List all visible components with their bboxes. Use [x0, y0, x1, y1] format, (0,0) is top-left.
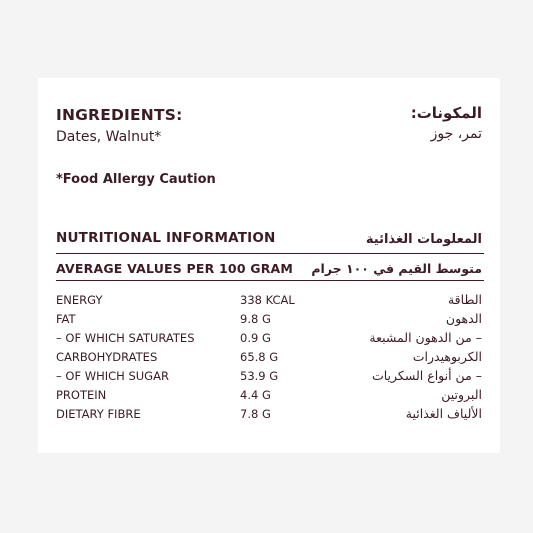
nutrition-subheading-ar: متوسط القيم في ١٠٠ جرام [311, 261, 482, 276]
nutrition-row-label: ENERGY [56, 293, 103, 307]
nutrition-row-label-ar: الكربوهيدرات [412, 349, 482, 364]
nutrition-row-label: DIETARY FIBRE [56, 407, 141, 421]
ingredients-heading-en: INGREDIENTS: [56, 106, 183, 124]
nutrition-row-value: 9.8 G [240, 312, 271, 326]
nutrition-label-card [38, 78, 500, 453]
nutrition-row-label-ar: الطاقة [447, 292, 482, 307]
allergy-caution-note: *Food Allergy Caution [56, 172, 216, 187]
nutrition-row-label: CARBOHYDRATES [56, 350, 158, 364]
nutrition-heading-ar: المعلومات الغذائية [365, 232, 482, 247]
nutrition-row-value: 0.9 G [240, 331, 271, 345]
nutrition-row-label-ar: – من الدهون المشبعة [369, 330, 482, 345]
ingredients-heading-ar: المكونات: [410, 104, 482, 122]
nutrition-row-label-ar: الدهون [445, 311, 482, 326]
nutrition-row-label: PROTEIN [56, 388, 107, 402]
nutrition-row-value: 7.8 G [240, 407, 271, 421]
nutrition-row-label: – OF WHICH SATURATES [56, 331, 195, 345]
nutrition-row-label-ar: الألياف الغذائية [405, 406, 482, 421]
ingredients-list-ar: تمر، جوز [430, 126, 482, 142]
nutrition-row-value: 65.8 G [240, 350, 279, 364]
ingredients-list-en: Dates, Walnut* [56, 129, 162, 145]
nutrition-row-label: FAT [56, 312, 76, 326]
nutrition-subheading-en: AVERAGE VALUES PER 100 GRAM [56, 261, 294, 276]
nutrition-top-rule [56, 253, 484, 254]
nutrition-row-label: – OF WHICH SUGAR [56, 369, 169, 383]
nutrition-row-value: 4.4 G [240, 388, 271, 402]
nutrition-row-value: 53.9 G [240, 369, 279, 383]
nutrition-row-value: 338 KCAL [240, 293, 295, 307]
nutrition-row-label-ar: – من أنواع السكريات [371, 368, 482, 383]
nutrition-row-label-ar: البروتين [441, 387, 482, 402]
nutrition-heading-en: NUTRITIONAL INFORMATION [56, 230, 276, 246]
nutrition-sub-rule [56, 280, 484, 281]
